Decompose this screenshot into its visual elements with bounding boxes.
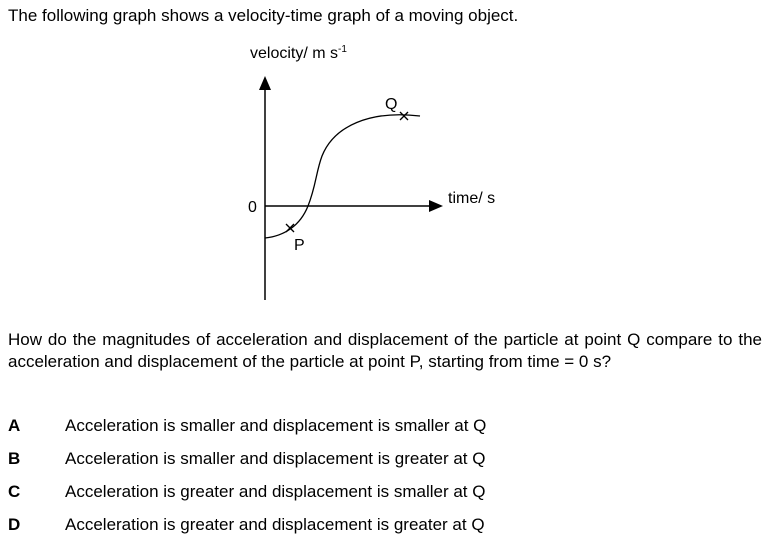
point-q-marker — [400, 112, 408, 120]
option-d-text: Acceleration is greater and displacement is greater at Q — [65, 515, 485, 534]
y-axis-arrow — [259, 76, 271, 90]
velocity-curve — [265, 115, 420, 238]
origin-label: 0 — [248, 199, 257, 216]
option-b-text: Acceleration is smaller and displacement is greater at Q — [65, 449, 486, 468]
x-axis-label: time/ s — [448, 190, 496, 207]
option-b-letter: B — [8, 449, 21, 468]
option-a-text: Acceleration is smaller and displacement is smaller at Q — [65, 416, 487, 435]
point-q-label: Q — [385, 96, 398, 113]
y-axis-label: velocity/ m $s^{-1}$ — [250, 44, 347, 62]
x-axis-arrow — [429, 200, 443, 212]
question-text: How do the magnitudes of acceleration and displacement of the particle at point Q compare to the acceleration and displacement of the particle at point P, starting from time = 0 s? — [8, 330, 762, 371]
intro-text: The following graph shows a velocity-time graph of a moving object. — [8, 6, 519, 25]
option-c-letter: C — [8, 482, 21, 501]
option-a-letter: A — [8, 416, 21, 435]
point-p-label: P — [294, 237, 305, 254]
option-d-letter: D — [8, 515, 21, 534]
option-c-text: Acceleration is greater and displacement is smaller at Q — [65, 482, 486, 501]
